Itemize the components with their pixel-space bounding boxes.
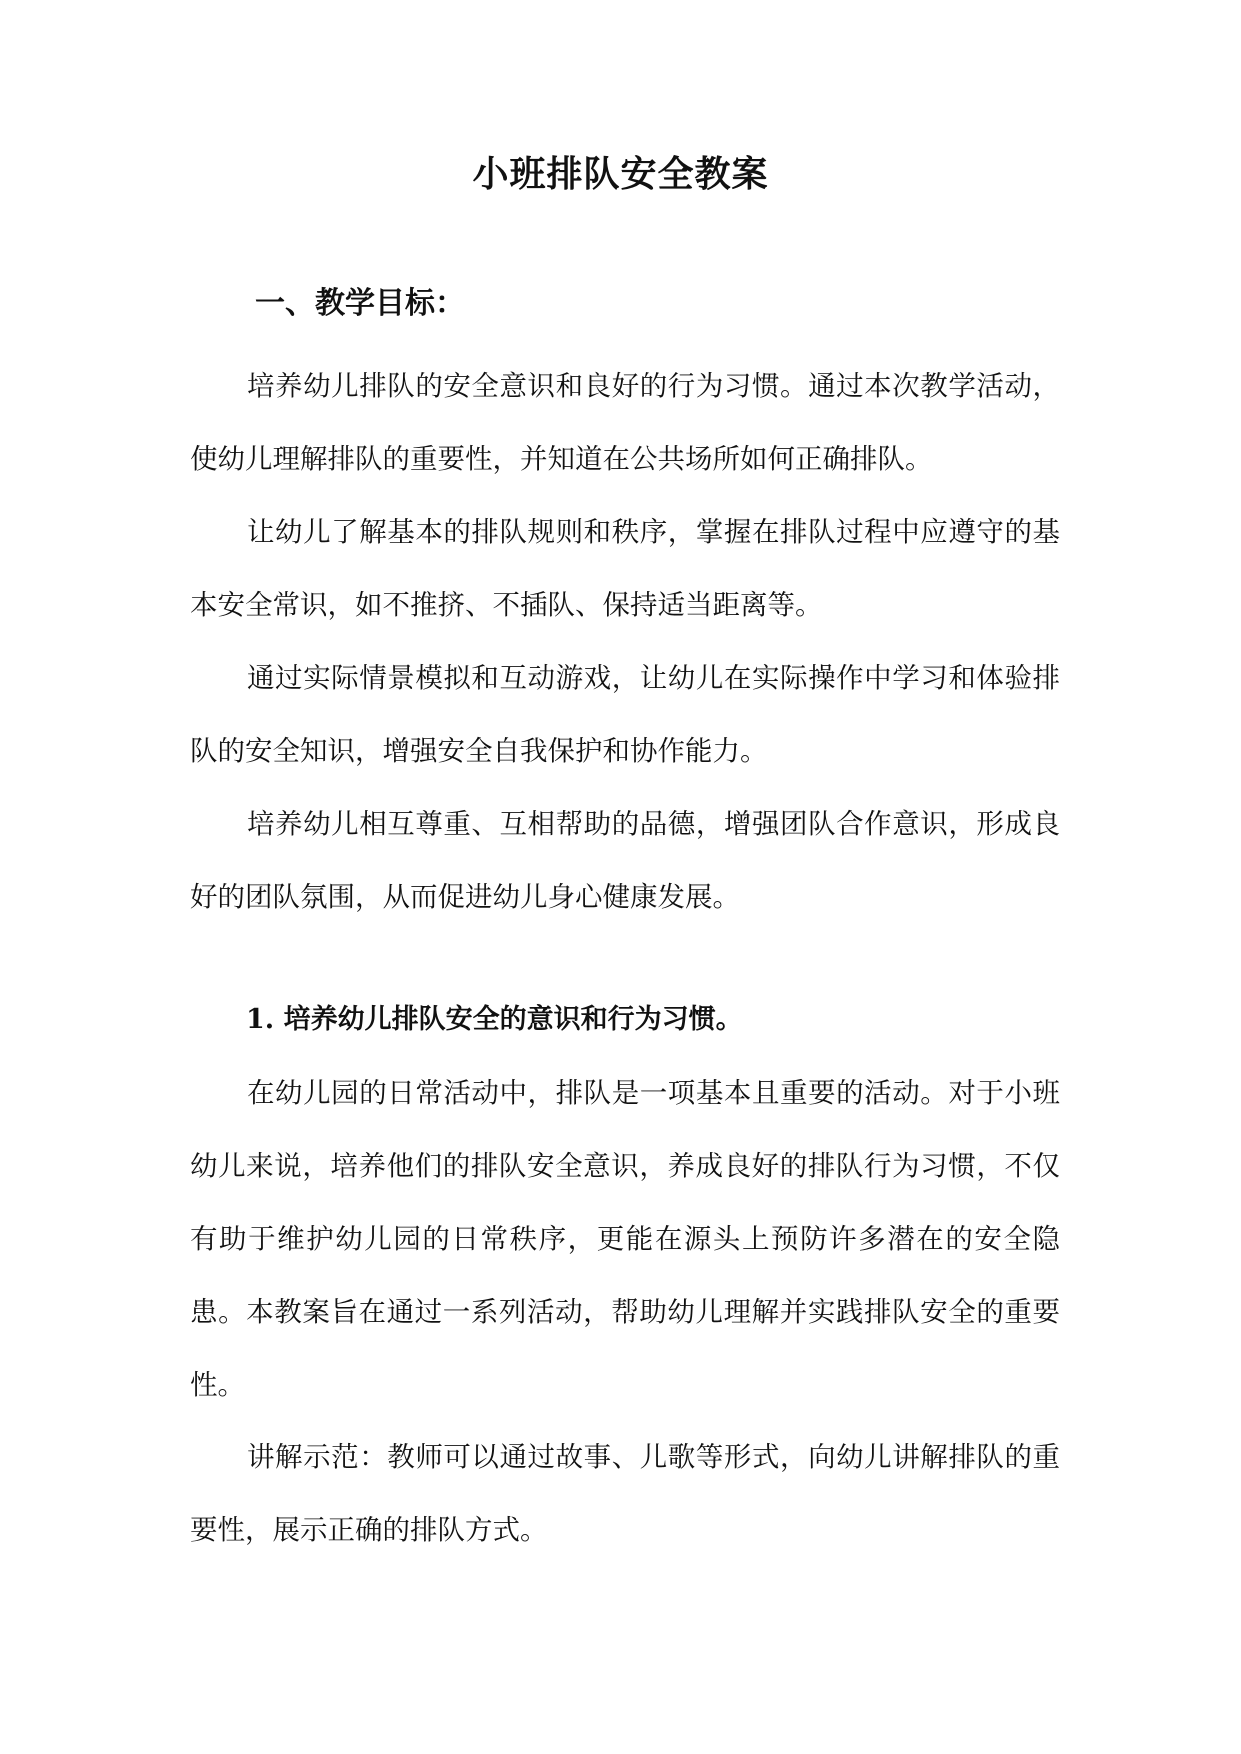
paragraph-goal-3: 通过实际情景模拟和互动游戏，让幼儿在实际操作中学习和体验排队的安全知识，增强安全自我保护和协作能力。 — [190, 662, 1060, 767]
paragraph-goal-1: 培养幼儿排队的安全意识和良好的行为习惯。通过本次教学活动，使幼儿理解排队的重要性，并知道在公共场所如何正确排队。 — [190, 370, 1060, 475]
paragraph-goal-2: 让幼儿了解基本的排队规则和秩序，掌握在排队过程中应遵守的基本安全常识，如不推挤、不插队、保持适当距离等。 — [190, 516, 1060, 621]
paragraph-sub-1: 在幼儿园的日常活动中，排队是一项基本且重要的活动。对于小班幼儿来说，培养他们的排队安全意识，养成良好的排队行为习惯，不仅有助于维护幼儿园的日常秩序，更能在源头上预防许多潜在的安全隐患。本教案旨在通过一系列活动，帮助幼儿理解并实践排队安全的重要性。 — [190, 1077, 1060, 1401]
document-title: 小班排队安全教案 — [472, 153, 769, 195]
subheading-1: 1. 培养幼儿排队安全的意识和行为习惯。 — [246, 1004, 743, 1035]
section-heading-teaching-goals: 一、教学目标： — [255, 286, 465, 321]
paragraph-sub-2: 讲解示范：教师可以通过故事、儿歌等形式，向幼儿讲解排队的重要性，展示正确的排队方式。 — [190, 1441, 1060, 1546]
paragraph-goal-4: 培养幼儿相互尊重、互相帮助的品德，增强团队合作意识，形成良好的团队氛围，从而促进幼儿身心健康发展。 — [190, 808, 1060, 913]
